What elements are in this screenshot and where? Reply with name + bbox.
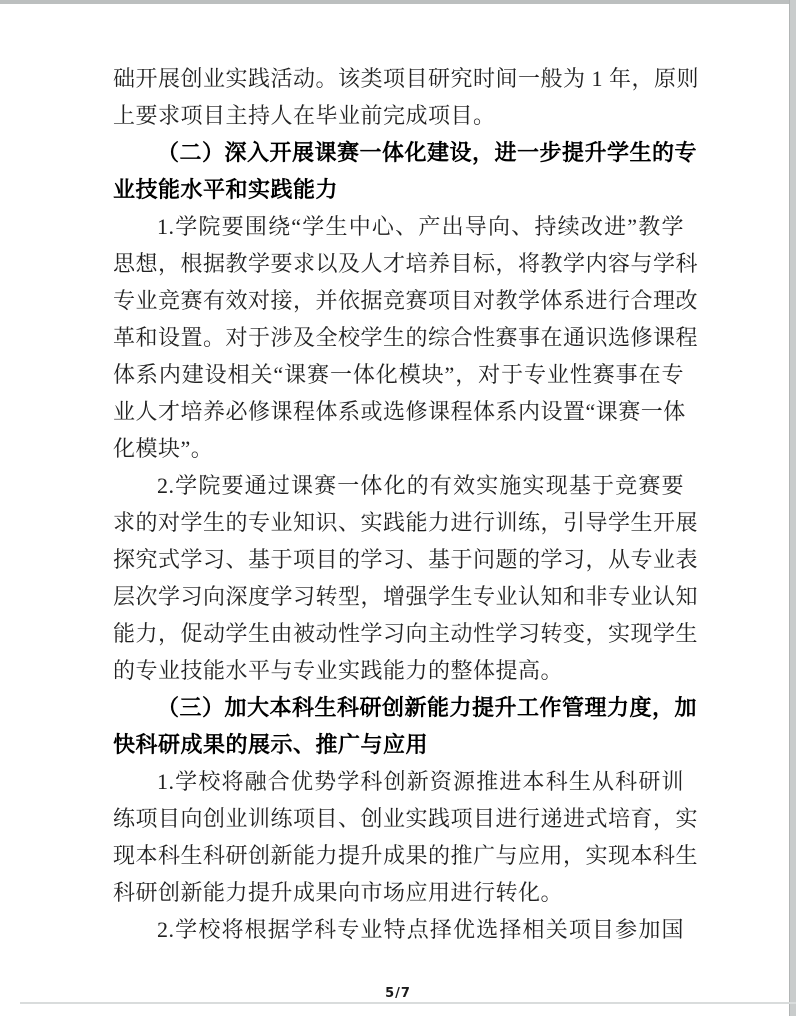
section-heading-line: （三）加大本科生科研创新能力提升工作管理力度，加	[157, 695, 698, 720]
body-line: 2.学院要通过课赛一体化的有效实施实现基于竞赛要	[157, 473, 684, 498]
body-line: 求的对学生的专业知识、实践能力进行训练，引导学生开展	[113, 510, 699, 535]
page-footer	[0, 984, 796, 1002]
scan-edge-top	[0, 0, 796, 4]
body-line: 体系内建设相关“课赛一体化模块”，对于专业性赛事在专	[113, 362, 684, 387]
body-line: 革和设置。对于涉及全校学生的综合性赛事在通识选修课程	[113, 325, 699, 350]
scan-edge-bottom	[20, 1002, 796, 1004]
section-heading-line: （二）深入开展课赛一体化建设，进一步提升学生的专	[157, 140, 698, 165]
body-line: 化模块”。	[113, 436, 214, 461]
body-line: 专业竞赛有效对接，并依据竞赛项目对教学体系进行合理改	[113, 288, 699, 313]
scan-edge-right	[789, 0, 796, 1016]
document-body	[113, 60, 700, 948]
section-heading-line: 快科研成果的展示、推广与应用	[113, 732, 429, 757]
body-line: 1.学院要围绕“学生中心、产出导向、持续改进”教学	[157, 214, 684, 239]
body-line: 上要求项目主持人在毕业前完成项目。	[113, 103, 496, 128]
body-line: 的专业技能水平与专业实践能力的整体提高。	[113, 658, 564, 683]
body-line: 2.学校将根据学科专业特点择优选择相关项目参加国	[157, 917, 684, 942]
body-line: 练项目向创业训练项目、创业实践项目进行递进式培育，实	[113, 806, 699, 831]
body-line: 探究式学习、基于项目的学习、基于问题的学习，从专业表	[113, 547, 699, 572]
body-line: 业人才培养必修课程体系或选修课程体系内设置“课赛一体	[113, 399, 686, 424]
body-line: 现本科生科研创新能力提升成果的推广与应用，实现本科生	[113, 843, 699, 868]
body-line: 科研创新能力提升成果向市场应用进行转化。	[113, 880, 564, 905]
section-heading-line: 业技能水平和实践能力	[113, 177, 339, 202]
page-number: 5/7	[385, 986, 411, 1001]
body-line: 1.学校将融合优势学科创新资源推进本科生从科研训	[157, 769, 684, 794]
body-line: 层次学习向深度学习转型，增强学生专业认知和非专业认知	[113, 584, 699, 609]
body-line: 能力，促动学生由被动性学习向主动性学习转变，实现学生	[113, 621, 699, 646]
body-line: 础开展创业实践活动。该类项目研究时间一般为 1 年，原则	[113, 66, 700, 91]
body-line: 思想，根据教学要求以及人才培养目标，将教学内容与学科	[113, 251, 699, 276]
